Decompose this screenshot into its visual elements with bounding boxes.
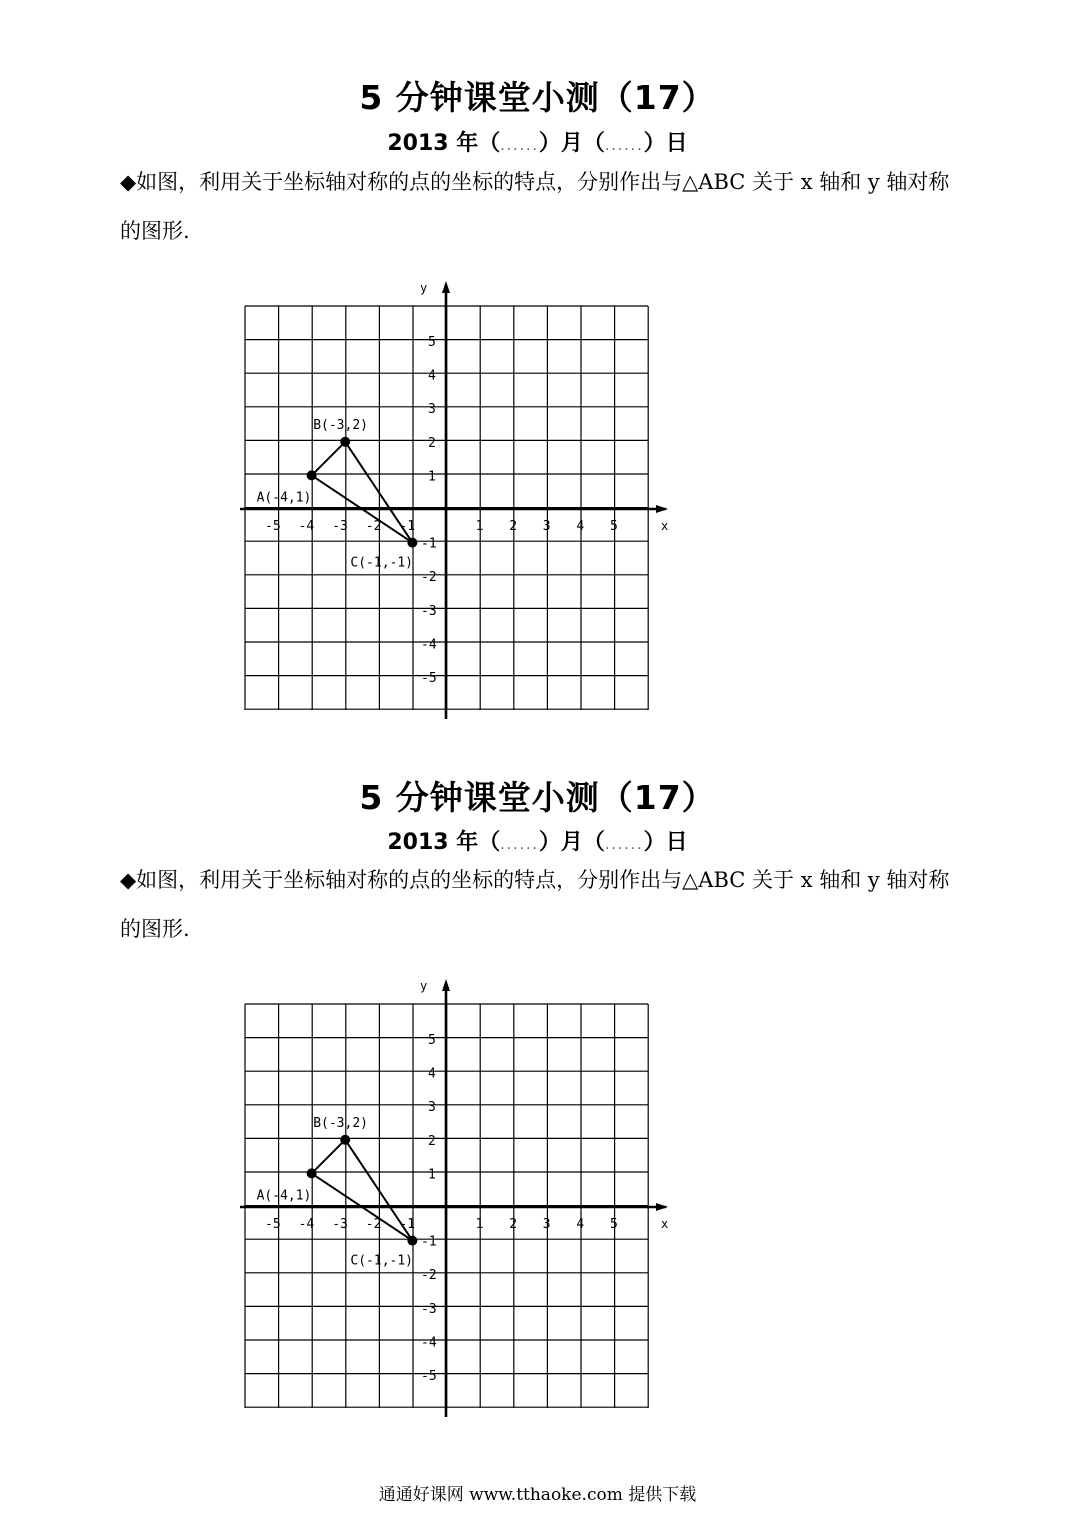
point-b	[340, 1135, 350, 1145]
coordinate-graph	[238, 275, 678, 725]
x-tick-label: 1	[475, 519, 484, 534]
point-a	[307, 470, 317, 480]
x-tick-label: -4	[298, 519, 315, 534]
x-tick-label: 4	[576, 519, 585, 534]
y-axis-arrow	[442, 281, 450, 293]
y-tick-label: -4	[421, 637, 437, 653]
point-c	[407, 1236, 417, 1246]
date-day: ）日	[643, 131, 688, 156]
x-tick-label: -5	[265, 519, 281, 534]
y-tick-label: 3	[428, 402, 436, 418]
x-tick-label: -2	[365, 519, 382, 534]
date-line	[0, 126, 1075, 157]
y-tick-label: 5	[428, 335, 436, 350]
date-year: 2013 年（	[387, 830, 501, 855]
quiz-title: 5 分钟课堂小测（17）	[359, 778, 716, 817]
point-label-c: C(-1,-1)	[350, 555, 414, 571]
date-month: ）月（	[538, 830, 605, 855]
point-b	[340, 437, 350, 447]
y-axis-label: y	[420, 979, 428, 993]
y-tick-label: 1	[428, 469, 436, 485]
x-tick-label: 3	[542, 519, 551, 534]
y-tick-label: -5	[421, 1369, 437, 1384]
point-label-b: B(-3,2)	[313, 417, 368, 433]
y-tick-label: 1	[428, 1167, 436, 1183]
point-label-a: A(-4,1)	[256, 490, 312, 506]
y-tick-label: -3	[421, 603, 437, 619]
x-tick-label: -4	[298, 1217, 315, 1232]
y-tick-label: 2	[428, 435, 436, 451]
x-tick-label: 5	[610, 1217, 618, 1232]
question-text: ◆如图，利用关于坐标轴对称的点的坐标的特点，分别作出与△ABC 关于 x 轴和 y 轴对称的图形.	[120, 170, 950, 243]
x-tick-label: -2	[365, 1217, 382, 1232]
x-tick-label: 3	[542, 1217, 551, 1232]
date-blank-month: ......	[500, 837, 539, 853]
y-tick-label: -4	[421, 1335, 437, 1351]
x-axis-arrow	[656, 505, 668, 513]
y-tick-label: -2	[421, 570, 437, 586]
x-tick-label: -5	[265, 1217, 281, 1232]
triangle-abc	[312, 442, 416, 543]
x-tick-label: 1	[475, 1217, 484, 1232]
date-blank-month: ......	[500, 138, 539, 154]
y-tick-label: 3	[428, 1100, 436, 1116]
date-day: ）日	[643, 830, 688, 855]
y-tick-label: 4	[428, 368, 436, 384]
point-label-c: C(-1,-1)	[350, 1253, 414, 1269]
y-tick-label: 2	[428, 1133, 436, 1149]
y-tick-label: -1	[421, 536, 437, 552]
y-tick-label: 5	[428, 1033, 436, 1048]
y-axis-arrow	[442, 979, 450, 991]
point-label-a: A(-4,1)	[256, 1188, 312, 1204]
y-tick-label: -3	[421, 1301, 437, 1317]
point-a	[307, 1168, 317, 1178]
x-tick-label: -1	[399, 519, 416, 534]
y-tick-label: -5	[421, 671, 437, 686]
coordinate-graph	[238, 973, 678, 1423]
x-tick-label: -3	[332, 519, 348, 534]
footer-credit: 通通好课网 www.tthaoke.com 提供下载	[378, 1485, 697, 1505]
y-tick-label: -2	[421, 1268, 437, 1284]
x-axis-label: x	[661, 519, 669, 533]
date-month: ）月（	[538, 131, 605, 156]
date-blank-day: ......	[604, 138, 644, 154]
y-axis-label: y	[420, 281, 428, 295]
x-tick-label: -3	[332, 1217, 348, 1232]
date-line	[0, 825, 1075, 856]
x-tick-label: -1	[399, 1217, 416, 1232]
x-tick-label: 4	[576, 1217, 585, 1232]
triangle-abc	[312, 1140, 416, 1241]
y-tick-label: -1	[421, 1234, 437, 1250]
x-axis-arrow	[656, 1203, 668, 1211]
x-axis-label: x	[661, 1217, 669, 1231]
x-tick-label: 2	[509, 519, 518, 534]
date-year: 2013 年（	[387, 131, 501, 156]
y-tick-label: 4	[428, 1066, 436, 1082]
point-c	[407, 538, 417, 548]
point-label-b: B(-3,2)	[313, 1115, 368, 1131]
date-blank-day: ......	[604, 837, 644, 853]
x-tick-label: 5	[610, 519, 618, 534]
quiz-title: 5 分钟课堂小测（17）	[359, 78, 716, 117]
x-tick-label: 2	[509, 1217, 518, 1232]
question-text: ◆如图，利用关于坐标轴对称的点的坐标的特点，分别作出与△ABC 关于 x 轴和 y 轴对称的图形.	[120, 868, 950, 941]
